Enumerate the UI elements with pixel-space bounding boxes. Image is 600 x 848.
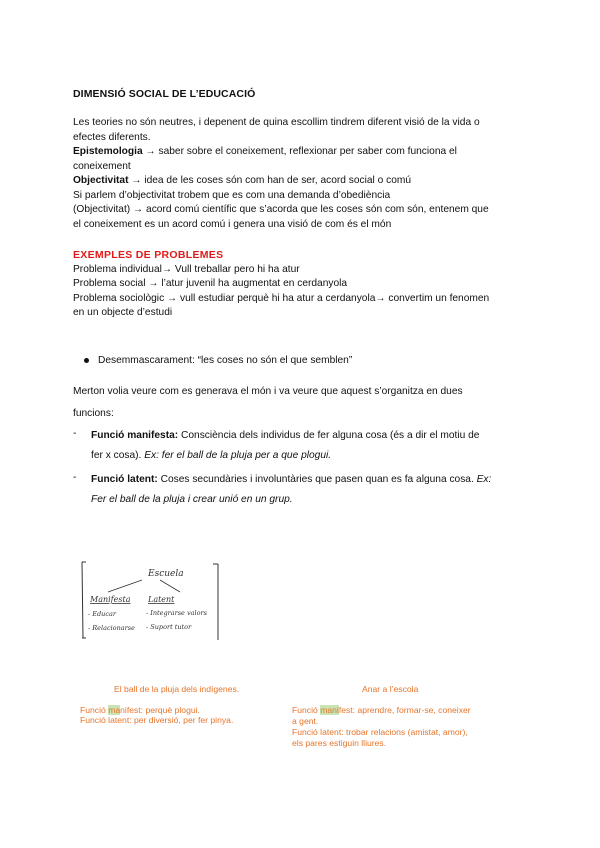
note-highlight: mani (320, 705, 339, 715)
examples-block (73, 248, 533, 321)
objectivitat-def: → idea de les coses són com han de ser, acord social o comú (128, 175, 412, 186)
note-text: nifest: perquè plogui. (120, 705, 200, 715)
epistemologia-term: Epistemologia (73, 146, 143, 157)
manifest-text-2: fer x cosa). (91, 450, 145, 461)
merton-paragraph (73, 381, 533, 425)
note-text: fest: aprendre, formar-se, coneixer (338, 705, 471, 715)
note-right-line: Funció latent: trobar relacions (amistat, amor), (292, 727, 468, 737)
intro-line: Les teories no són neutres, i depenent de quina escollim tindrem diferent visió de la vida o (73, 117, 480, 128)
note-text: Funció (292, 705, 321, 715)
merton-line: funcions: (73, 408, 114, 419)
list-dash: - (73, 428, 77, 439)
note-left-line (80, 705, 200, 715)
epistemologia-def: → saber sobre el coneixement, reflexionar per saber com funciona el (142, 146, 457, 157)
note-right-line: a gent. (292, 716, 319, 726)
merton-line: Merton volia veure com es generava el món i va veure que aquest s’organitza en dues (73, 386, 463, 397)
intro-line: (Objectivitat) → acord comú científic que s’acorda que les coses són com són, entenem que (73, 204, 489, 215)
intro-line: efectes diferents. (73, 131, 151, 143)
note-left-title: El ball de la pluja dels indígenes. (114, 684, 240, 694)
manifest-label: Funció manifesta: (91, 430, 179, 441)
note-right-line (292, 705, 471, 715)
note-right-line: els pares estiguin lliures. (292, 738, 387, 748)
sketch-right-head: Latent (148, 595, 175, 604)
intro-block (73, 116, 533, 232)
example-item: Problema social → l’atur juvenil ha augmentat en cerdanyola (73, 278, 348, 289)
intro-line: el coneixement es un acord comú i genera una visió de com és el món (73, 218, 392, 230)
page-title: DIMENSIÓ SOCIAL DE L’EDUCACIÓ (73, 88, 256, 100)
sketch-left-item: - Educar (88, 610, 116, 618)
latent-label: Funció latent: (91, 474, 158, 485)
example-item: Problema sociològic → vull estudiar perquè hi ha atur a cerdanyola→ convertim un fenomen (73, 292, 490, 304)
manifest-item (91, 426, 531, 466)
manifest-example: Ex: fer el ball de la pluja per a que plogui. (144, 450, 332, 461)
latent-item (91, 470, 536, 510)
bullet-dot-icon (84, 358, 89, 363)
note-highlight: ma (108, 705, 121, 715)
sketch-bracket-left (82, 562, 83, 638)
latent-example-prefix: Ex: (476, 474, 492, 485)
latent-example: Fer el ball de la pluja i crear unió en un grup. (91, 494, 293, 505)
note-right-title: Anar a l’escola (362, 684, 419, 694)
sketch-right-item: - Integrarse valors (146, 609, 207, 617)
sketch-top: Escuela (148, 569, 184, 579)
latent-text: Coses secundàries i involuntàries que pasen quan es fa alguna cosa. (157, 474, 477, 485)
handwritten-sketch (80, 560, 220, 640)
epistemologia-line (73, 145, 533, 160)
note-left-line: Funció latent: per diversió, per fer pinya. (80, 715, 234, 725)
sketch-left-head: Manifesta (90, 595, 131, 604)
objectivitat-line (73, 174, 533, 189)
objectivitat-term: Objectivitat (73, 175, 129, 186)
bullet-text: Desemmascarament: “les coses no són el que semblen” (98, 355, 353, 366)
example-item: Problema individual→ Vull treballar pero hi ha atur (73, 263, 300, 275)
manifest-text: Consciència dels individus de fer alguna cosa (és a dir el motiu de (178, 430, 480, 441)
examples-heading: EXEMPLES DE PROBLEMES (73, 249, 224, 261)
intro-line: coneixement (73, 160, 131, 172)
intro-line: Si parlem d’objectivitat trobem que es com una demanda d’obediència (73, 189, 391, 201)
example-item: en un objecte d’estudi (73, 307, 173, 318)
sketch-left-item: - Relacionarse (88, 624, 135, 632)
list-dash: - (73, 472, 77, 483)
note-text: Funció (80, 705, 109, 715)
sketch-right-item: - Suport tutor (146, 623, 192, 631)
